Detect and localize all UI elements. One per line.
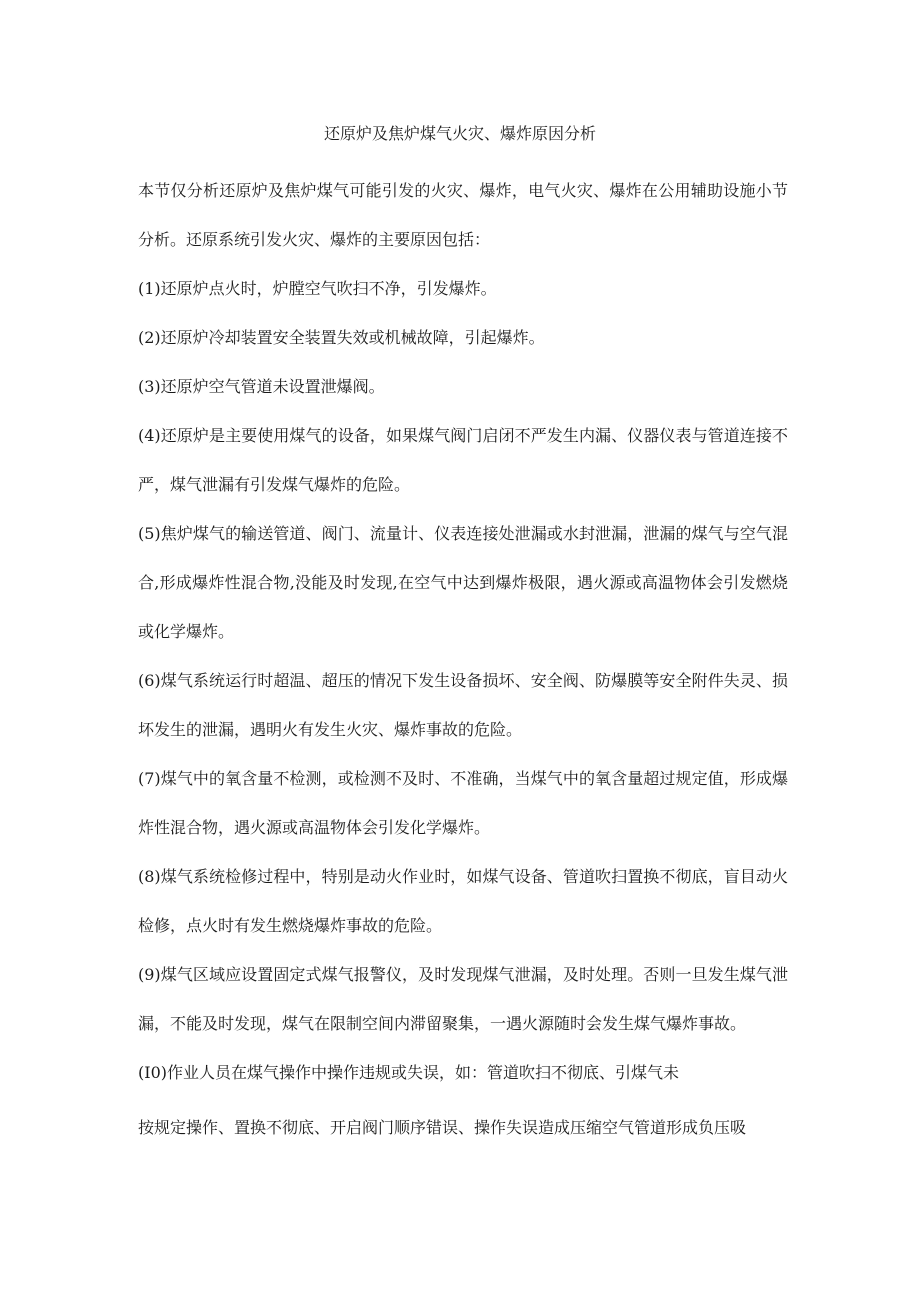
paragraph-item-9: (9)煤气区域应设置固定式煤气报警仪，及时发现煤气泄漏，及时处理。否则一旦发生煤气泄漏，不能及时发现，煤气在限制空间内滞留聚集，一遇火源随时会发生煤气爆炸事故。 [138, 965, 788, 1033]
paragraph-intro: 本节仅分析还原炉及焦炉煤气可能引发的火灾、爆炸，电气火灾、爆炸在公用辅助设施小节分析。还原系统引发火灾、爆炸的主要原因包括： [138, 181, 788, 249]
paragraph-item-10-continued: 按规定操作、置换不彻底、开启阀门顺序错误、操作失误造成压缩空气管道形成负压吸 [138, 1118, 747, 1137]
paragraph-item-10: (I0)作业人员在煤气操作中操作违规或失误，如：管道吹扫不彻底、引煤气未 [138, 1063, 679, 1082]
paragraph-item-4: (4)还原炉是主要使用煤气的设备，如果煤气阀门启闭不严发生内漏、仪器仪表与管道连接不严，煤气泄漏有引发煤气爆炸的危险。 [138, 426, 788, 494]
document-title: 还原炉及焦炉煤气火灾、爆炸原因分析 [323, 124, 596, 143]
paragraph-item-3: (3)还原炉空气管道未设置泄爆阀。 [138, 377, 385, 396]
document-body [138, 166, 788, 1152]
paragraph-item-6: (6)煤气系统运行时超温、超压的情况下发生设备损坏、安全阀、防爆膜等安全附件失灵、损坏发生的泄漏，遇明火有发生火灾、爆炸事故的危险。 [138, 671, 788, 739]
paragraph-item-7: (7)煤气中的氧含量不检测，或检测不及时、不准确，当煤气中的氧含量超过规定值，形成爆炸性混合物，遇火源或高温物体会引发化学爆炸。 [138, 769, 788, 837]
paragraph-item-1: (1)还原炉点火时，炉膛空气吹扫不净，引发爆炸。 [138, 279, 497, 298]
paragraph-item-5: (5)焦炉煤气的输送管道、阀门、流量计、仪表连接处泄漏或水封泄漏，泄漏的煤气与空气混合,形成爆炸性混合物,没能及时发现,在空气中达到爆炸极限，遇火源或高温物体会引发燃烧或化学爆炸。 [138, 524, 788, 641]
paragraph-item-2: (2)还原炉冷却装置安全装置失效或机械故障，引起爆炸。 [138, 328, 545, 347]
paragraph-item-8: (8)煤气系统检修过程中，特别是动火作业时，如煤气设备、管道吹扫置换不彻底，盲目动火检修，点火时有发生燃烧爆炸事故的危险。 [138, 867, 788, 935]
